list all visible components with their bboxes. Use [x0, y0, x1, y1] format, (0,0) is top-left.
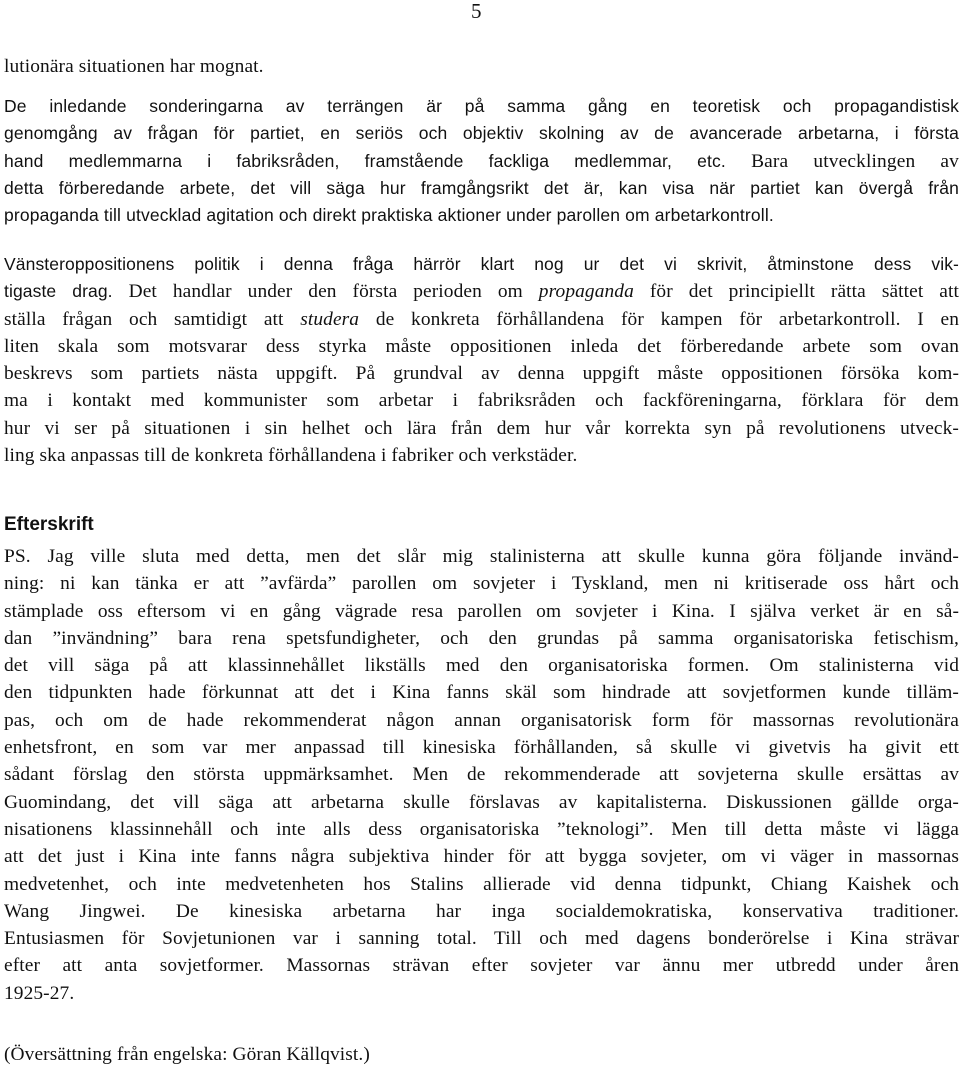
text-line: detta förberedande arbete, det vill säga hur framgångsrikt det är, kan visa när partiet kan övergå från [4, 177, 959, 198]
text-line: PS. Jag ville sluta med detta, men det slår mig stalinisterna att skulle kunna göra följande invänd- [4, 546, 959, 567]
text-line: ling ska anpassas till de konkreta förhållandena i fabriker och verkstäder. [4, 445, 578, 467]
text-line: Vänsteroppositionens politik i denna fråga härrör klart nog ur det vi skrivit, åtminstone dess vik- [4, 254, 959, 274]
section-heading: Efterskrift [4, 514, 94, 535]
text-line: Entusiasmen för Sovjetunionen var i sanning total. Till och med dagens bonderörelse i Kina strävar [4, 928, 959, 950]
text-segment: hand medlemmarna i fabriksråden, framstående fackliga medlemmar, etc. [4, 150, 726, 171]
text-line: liten skala som motsvarar dess styrka måste oppositionen inleda det förberedande arbete som ovan [4, 335, 959, 357]
emphasis: propaganda [538, 281, 634, 303]
text-line: medvetenhet, och inte medvetenheten hos Stalins allierade vid denna tidpunkt, Chiang Kaishek och [4, 873, 959, 895]
text-line: ma i kontakt med kommunister som arbetar i fabriksråden och fackföreningarna, förklara för dem [4, 390, 959, 412]
text-segment: Bara utvecklingen av [751, 150, 959, 172]
text-line: pas, och om de hade rekommenderat någon annan organisatorisk form för massornas revolutionära [4, 709, 959, 731]
text-line [4, 278, 959, 305]
text-line: det vill säga på att klassinnehållet likställs med den organisatoriska formen. Om stalinisterna vid [4, 655, 959, 677]
text-segment: de konkreta förhållandena för kampen för arbetarkontroll. I en [375, 308, 960, 330]
text-segment: tigaste drag. [4, 281, 113, 302]
text-line: 1925-27. [4, 982, 75, 1004]
text-line: stämplade oss eftersom vi en gång vägrade resa parollen om sovjeter i Kina. I själva verket är en så- [4, 600, 959, 622]
text-line [4, 306, 959, 333]
text-line: sådant förslag den största uppmärksamhet. Men de rekommenderade att sovjeterna skulle ersättas av [4, 764, 959, 786]
text-segment: för det principiellt rätta sättet att [649, 281, 959, 303]
text-segment: Det handlar under den första perioden om [128, 281, 523, 303]
text-line: hur vi ser på situationen i sin helhet och lära från dem hur vår korrekta syn på revolutionens utveck- [4, 417, 959, 439]
ps-paragraph [4, 543, 959, 1007]
translation-note [4, 1041, 959, 1068]
text-line: genomgång av frågan för partiet, en seriös och objektiv skolning av de avancerade arbetarna, i första [4, 123, 959, 144]
intro-paragraph [4, 53, 959, 80]
paragraph-2 [4, 251, 959, 469]
text-line: dan ”invändning” bara rena spetsfundigheter, och den grundas på samma organisatoriska fetischism, [4, 627, 959, 649]
text-line: den tidpunkten hade förkunnat att det i Kina fanns skäl som hindrade att sovjetformen kunde tilläm- [4, 682, 959, 704]
text-line: Wang Jingwei. De kinesiska arbetarna har inga socialdemokratiska, konservativa traditioner. [4, 900, 959, 922]
text-line: propaganda till utvecklad agitation och direkt praktiska aktioner under parollen om arbetarkontroll. [4, 205, 774, 226]
text-line: nisationens klassinnehåll och inte alls dess organisatoriska ”teknologi”. Men till detta måste vi lägga [4, 818, 959, 840]
emphasis: studera [300, 308, 360, 330]
text-line: att det just i Kina inte fanns några subjektiva hinder för att bygga sovjeter, om vi väger in massornas [4, 846, 959, 868]
text-line: efter att anta sovjetformer. Massornas strävan efter sovjeter var ännu mer utbredd under åren [4, 955, 959, 977]
text-line [4, 148, 959, 175]
paragraph-1 [4, 93, 959, 229]
text-line: beskrevs som partiets nästa uppgift. På grundval av denna uppgift måste oppositionen försöka kom- [4, 363, 959, 385]
text-line: Guomindang, det vill säga att arbetarna skulle förslavas av kapitalisterna. Diskussionen gällde orga- [4, 791, 959, 813]
text-line: ning: ni kan tänka er att ”avfärda” parollen om sovjeter i Tyskland, men ni kritiserade oss hårt och [4, 573, 959, 595]
page-number: 5 [471, 0, 482, 23]
text-line: lutionära situationen har mognat. [4, 56, 264, 77]
text-segment: ställa frågan och samtidigt att [4, 308, 284, 330]
text-line: enhetsfront, en som var mer anpassad till kinesiska förhållanden, så skulle vi givetvis ha givit ett [4, 737, 959, 759]
text-line: De inledande sonderingarna av terrängen är på samma gång en teoretisk och propagandistisk [4, 96, 959, 116]
text-line: (Översättning från engelska: Göran Källqvist.) [4, 1044, 370, 1065]
